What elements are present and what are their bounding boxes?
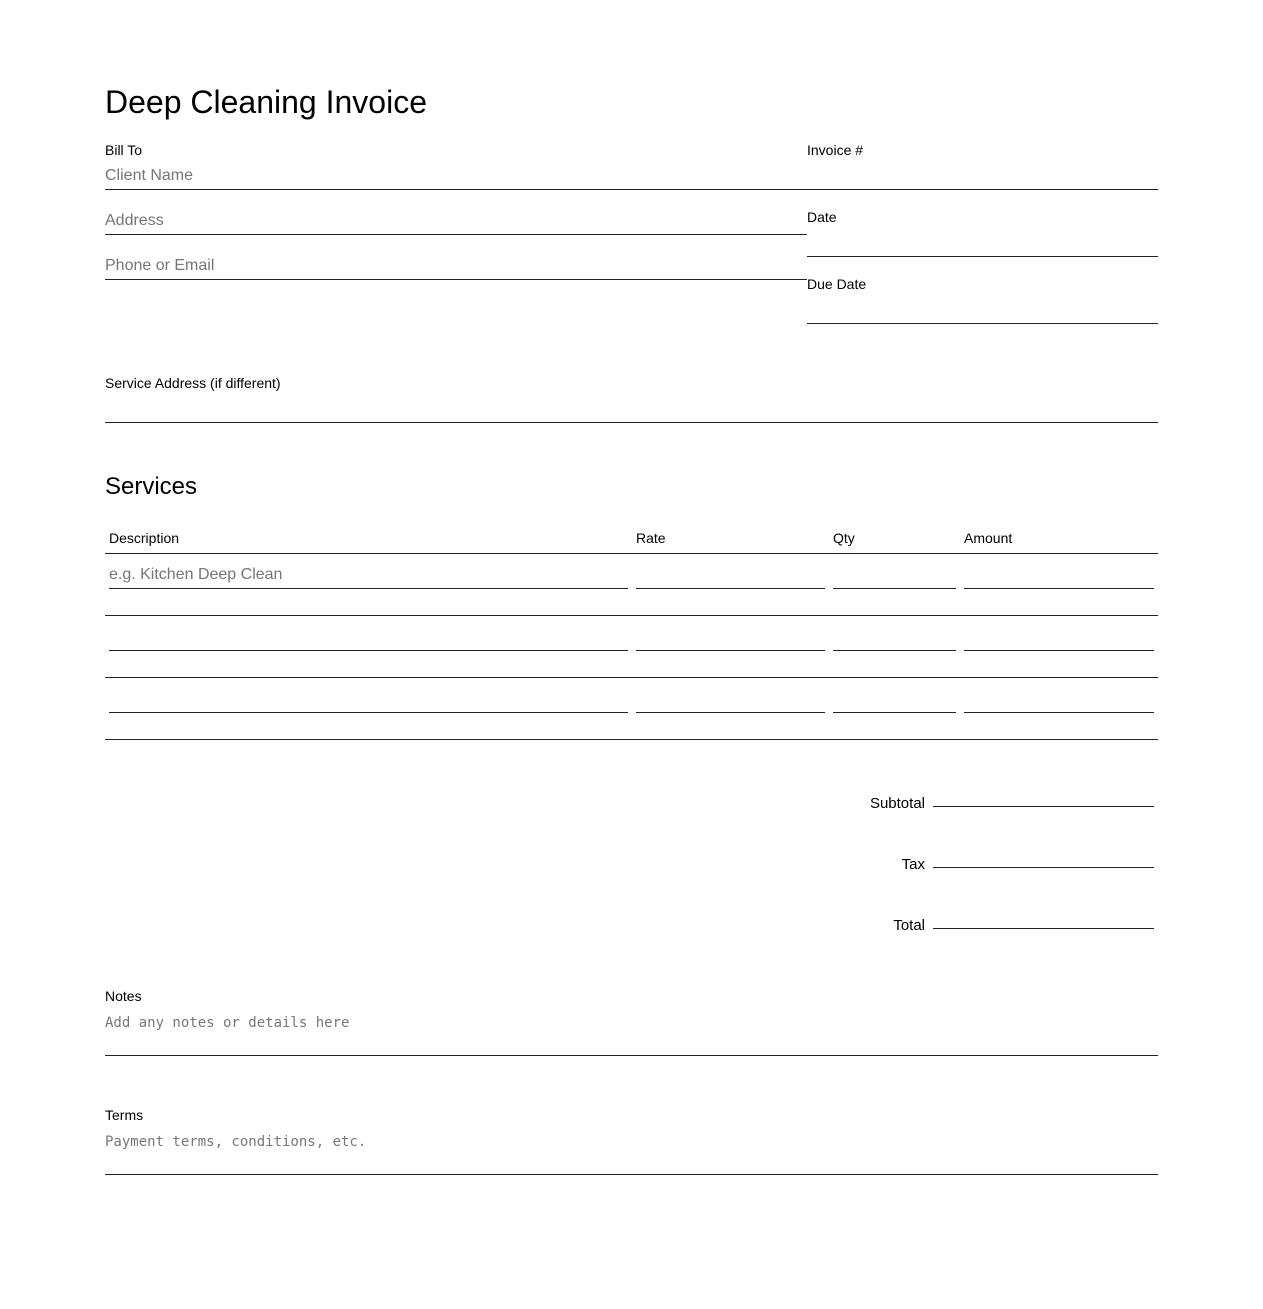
column-header-description: Description: [109, 530, 180, 546]
notes-textarea[interactable]: [105, 1008, 1158, 1055]
client-name-underline: [105, 189, 1158, 190]
notes-underline: [105, 1055, 1158, 1056]
qty-underline: [833, 650, 956, 651]
description-input[interactable]: [109, 562, 628, 588]
subtotal-underline: [933, 806, 1154, 807]
due-date-label: Due Date: [807, 276, 867, 292]
client-name-placeholder: Client Name: [105, 167, 194, 184]
amount-underline: [964, 650, 1154, 651]
invoice-number-field[interactable]: [807, 160, 1158, 189]
terms-underline: [105, 1174, 1158, 1175]
description-input[interactable]: [109, 686, 628, 712]
description-underline: [109, 650, 628, 651]
due-date-underline: [807, 323, 1158, 324]
rate-underline: [636, 588, 825, 589]
description-placeholder: e.g. Kitchen Deep Clean: [109, 566, 283, 583]
rate-input[interactable]: [636, 562, 825, 588]
notes-label: Notes: [105, 988, 142, 1004]
rate-underline: [636, 650, 825, 651]
date-underline: [807, 256, 1158, 257]
terms-placeholder: Payment terms, conditions, etc.: [105, 1134, 367, 1150]
services-heading: Services: [105, 473, 198, 500]
terms-textarea[interactable]: [105, 1127, 1158, 1174]
qty-underline: [833, 588, 956, 589]
service-address-field[interactable]: [105, 394, 1158, 422]
address-field[interactable]: [105, 207, 807, 235]
terms-label: Terms: [105, 1107, 144, 1123]
table-header-border: [105, 553, 1158, 554]
qty-input[interactable]: [833, 562, 956, 588]
subtotal-field[interactable]: [933, 784, 1154, 806]
rate-input[interactable]: [636, 624, 825, 650]
tax-label: Tax: [901, 856, 925, 873]
qty-input[interactable]: [833, 624, 956, 650]
amount-input[interactable]: [964, 562, 1154, 588]
invoice-number-label: Invoice #: [807, 142, 864, 158]
service-address-underline: [105, 422, 1158, 423]
tax-field[interactable]: [933, 845, 1154, 867]
contact-underline: [105, 279, 807, 280]
page-title: Deep Cleaning Invoice: [105, 84, 427, 120]
service-address-label: Service Address (if different): [105, 375, 281, 391]
tax-underline: [933, 867, 1154, 868]
date-field[interactable]: [807, 227, 1158, 256]
contact-placeholder: Phone or Email: [105, 257, 215, 274]
notes-placeholder: Add any notes or details here: [105, 1015, 350, 1031]
qty-underline: [833, 712, 956, 713]
address-underline: [105, 234, 807, 235]
description-input[interactable]: [109, 624, 628, 650]
total-label: Total: [893, 917, 925, 934]
row-border: [105, 677, 1158, 678]
due-date-field[interactable]: [807, 294, 1158, 323]
total-underline: [933, 928, 1154, 929]
column-header-rate: Rate: [636, 530, 666, 546]
description-underline: [109, 588, 628, 589]
column-header-amount: Amount: [964, 530, 1013, 546]
amount-input[interactable]: [964, 686, 1154, 712]
address-placeholder: Address: [105, 212, 164, 229]
amount-underline: [964, 588, 1154, 589]
total-field[interactable]: [933, 906, 1154, 928]
rate-underline: [636, 712, 825, 713]
column-header-qty: Qty: [833, 530, 855, 546]
contact-field[interactable]: [105, 252, 807, 280]
description-underline: [109, 712, 628, 713]
bill-to-label: Bill To: [105, 142, 143, 158]
qty-input[interactable]: [833, 686, 956, 712]
amount-input[interactable]: [964, 624, 1154, 650]
amount-underline: [964, 712, 1154, 713]
row-border: [105, 739, 1158, 740]
row-border: [105, 615, 1158, 616]
date-label: Date: [807, 209, 837, 225]
rate-input[interactable]: [636, 686, 825, 712]
subtotal-label: Subtotal: [869, 795, 925, 812]
